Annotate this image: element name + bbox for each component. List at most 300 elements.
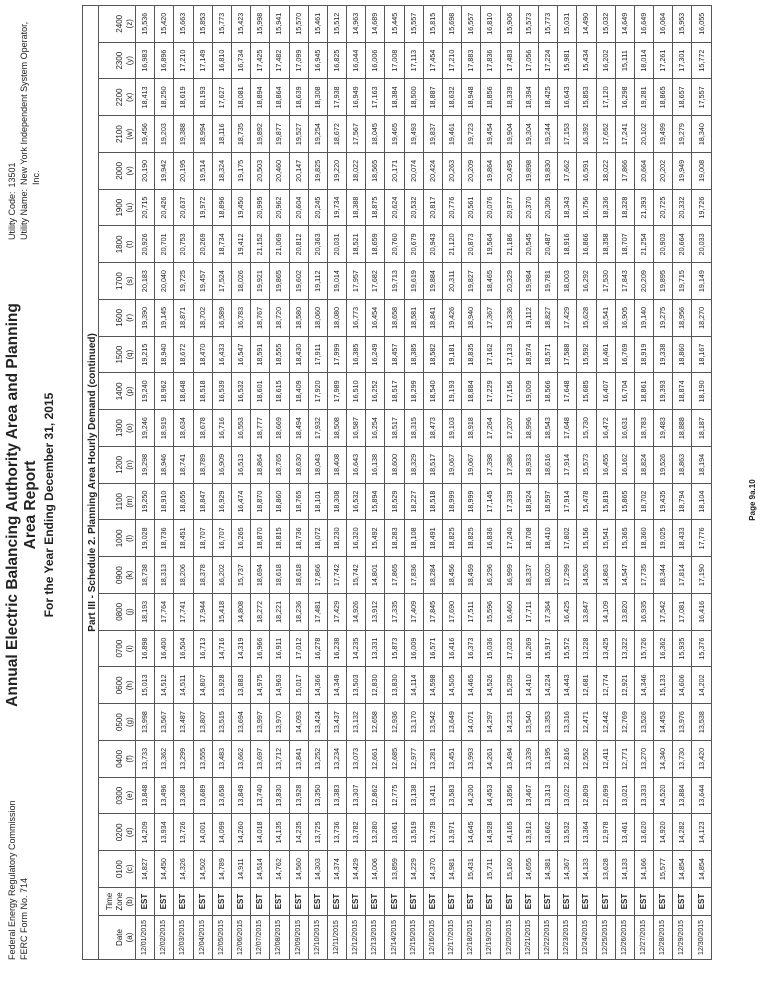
- demand-cell: 12,921: [615, 667, 634, 704]
- demand-cell: 17,711: [519, 594, 538, 631]
- column-header-label: 0300: [115, 786, 124, 805]
- demand-cell: 13,830: [270, 777, 289, 814]
- column-header-code: (b): [125, 896, 134, 907]
- demand-cell: 13,859: [385, 851, 404, 888]
- date-cell: 12/15/2015: [404, 916, 423, 960]
- demand-cell: 17,735: [634, 557, 653, 594]
- demand-cell: 18,861: [634, 373, 653, 410]
- time-zone-cell: EST: [366, 888, 385, 916]
- demand-cell: 12,471: [577, 704, 596, 741]
- demand-cell: 20,962: [270, 189, 289, 226]
- demand-cell: 18,413: [136, 79, 155, 116]
- demand-cell: 16,539: [212, 373, 231, 410]
- date-cell: 12/02/2015: [155, 916, 174, 960]
- demand-cell: 13,022: [558, 777, 577, 814]
- column-header-label: Time Zone: [105, 892, 124, 911]
- column-header: [99, 557, 136, 594]
- table-row: [615, 5, 634, 959]
- demand-cell: 15,663: [174, 5, 193, 42]
- demand-cell: 14,200: [462, 777, 481, 814]
- date-cell: 12/14/2015: [385, 916, 404, 960]
- demand-cell: 17,764: [155, 594, 174, 631]
- column-header-code: (s): [125, 276, 134, 286]
- demand-cell: 18,765: [270, 447, 289, 484]
- demand-cell: 16,162: [615, 447, 634, 484]
- demand-cell: 18,517: [423, 447, 442, 484]
- date-cell: 12/17/2015: [443, 916, 462, 960]
- demand-cell: 17,865: [385, 557, 404, 594]
- demand-cell: 20,776: [443, 189, 462, 226]
- column-header: [99, 630, 136, 667]
- column-header: [99, 263, 136, 300]
- column-header-label: 1900: [115, 198, 124, 217]
- demand-cell: 14,863: [596, 557, 615, 594]
- demand-cell: 17,008: [385, 42, 404, 79]
- demand-cell: 16,716: [212, 410, 231, 447]
- demand-cell: 17,866: [615, 153, 634, 190]
- demand-cell: 19,877: [270, 116, 289, 153]
- demand-cell: 13,307: [347, 777, 366, 814]
- table-row: [347, 5, 366, 959]
- demand-cell: 16,945: [308, 42, 327, 79]
- column-header-code: (y): [125, 55, 134, 66]
- demand-cell: 19,426: [443, 300, 462, 337]
- demand-cell: 18,358: [596, 226, 615, 263]
- demand-cell: 14,928: [481, 814, 500, 851]
- date-cell: 12/30/2015: [692, 916, 711, 960]
- demand-cell: 13,331: [366, 630, 385, 667]
- demand-cell: 14,808: [231, 594, 250, 631]
- demand-cell: 14,235: [289, 814, 308, 851]
- demand-cell: 18,026: [231, 263, 250, 300]
- time-zone-cell: EST: [481, 888, 500, 916]
- table-row: [443, 5, 462, 959]
- demand-cell: 18,896: [212, 189, 231, 226]
- demand-cell: 18,337: [519, 557, 538, 594]
- report-title-line2: Area Report: [22, 460, 39, 550]
- demand-cell: 18,735: [231, 116, 250, 153]
- demand-cell: 20,263: [443, 153, 462, 190]
- demand-cell: 14,303: [308, 851, 327, 888]
- demand-cell: 18,738: [136, 557, 155, 594]
- demand-cell: 18,230: [327, 520, 346, 557]
- demand-cell: 12,775: [385, 777, 404, 814]
- demand-cell: 13,234: [327, 741, 346, 778]
- table-row: [596, 5, 615, 959]
- demand-cell: 18,500: [404, 79, 423, 116]
- demand-cell: 14,006: [366, 851, 385, 888]
- demand-cell: 16,461: [596, 336, 615, 373]
- table-row: [193, 5, 212, 959]
- demand-cell: 20,503: [251, 153, 270, 190]
- demand-cell: 13,912: [366, 594, 385, 631]
- demand-cell: 20,033: [692, 226, 711, 263]
- demand-cell: 13,540: [519, 704, 538, 741]
- demand-cell: 18,658: [385, 300, 404, 337]
- demand-cell: 19,904: [500, 116, 519, 153]
- column-header: [99, 300, 136, 337]
- time-zone-cell: EST: [634, 888, 653, 916]
- column-header: [99, 520, 136, 557]
- demand-cell: 16,713: [193, 630, 212, 667]
- demand-cell: 18,702: [193, 300, 212, 337]
- demand-cell: 17,836: [404, 557, 423, 594]
- demand-cell: 17,190: [692, 557, 711, 594]
- demand-cell: 13,228: [577, 630, 596, 667]
- demand-cell: 19,112: [519, 300, 538, 337]
- time-zone-cell: EST: [289, 888, 308, 916]
- demand-cell: 16,006: [366, 42, 385, 79]
- demand-cell: 13,998: [136, 704, 155, 741]
- demand-cell: 13,515: [212, 704, 231, 741]
- demand-cell: 16,866: [577, 226, 596, 263]
- demand-cell: 13,856: [500, 777, 519, 814]
- demand-cell: 20,701: [155, 226, 174, 263]
- demand-cell: 13,383: [327, 777, 346, 814]
- demand-cell: 20,171: [385, 153, 404, 190]
- demand-cell: 18,518: [193, 373, 212, 410]
- demand-cell: 13,526: [634, 704, 653, 741]
- demand-cell: 15,853: [577, 79, 596, 116]
- demand-cell: 18,394: [519, 79, 538, 116]
- demand-cell: 13,353: [538, 704, 557, 741]
- demand-cell: 18,167: [692, 336, 711, 373]
- demand-cell: 13,073: [347, 741, 366, 778]
- demand-cell: 18,615: [270, 373, 289, 410]
- demand-cell: 14,133: [615, 851, 634, 888]
- demand-cell: 18,875: [366, 189, 385, 226]
- demand-cell: 18,425: [538, 79, 557, 116]
- demand-cell: 13,339: [519, 741, 538, 778]
- demand-cell: 13,138: [404, 777, 423, 814]
- time-zone-cell: EST: [654, 888, 673, 916]
- demand-cell: 12,442: [596, 704, 615, 741]
- demand-cell: 19,014: [327, 263, 346, 300]
- demand-cell: 14,807: [193, 667, 212, 704]
- demand-cell: 13,628: [596, 851, 615, 888]
- date-cell: 12/20/2015: [500, 916, 519, 960]
- demand-cell: 18,659: [366, 226, 385, 263]
- demand-cell: 17,386: [500, 447, 519, 484]
- demand-cell: 14,981: [443, 851, 462, 888]
- demand-cell: 18,236: [289, 594, 308, 631]
- demand-cell: 17,207: [500, 410, 519, 447]
- demand-cell: 18,597: [538, 483, 557, 520]
- column-header: [99, 336, 136, 373]
- demand-cell: 16,541: [596, 300, 615, 337]
- demand-cell: 12,699: [596, 777, 615, 814]
- demand-cell: 21,120: [443, 226, 462, 263]
- column-header: [99, 704, 136, 741]
- demand-cell: 18,910: [155, 483, 174, 520]
- demand-cell: 12,681: [577, 667, 596, 704]
- demand-cell: 13,884: [673, 777, 692, 814]
- demand-cell: 18,308: [327, 483, 346, 520]
- demand-cell: 20,977: [500, 189, 519, 226]
- demand-cell: 14,827: [136, 851, 155, 888]
- demand-cell: 17,690: [443, 594, 462, 631]
- demand-cell: 18,827: [538, 300, 557, 337]
- time-zone-cell: EST: [673, 888, 692, 916]
- demand-cell: 19,250: [136, 483, 155, 520]
- demand-cell: 18,962: [155, 373, 174, 410]
- demand-cell: 19,713: [385, 263, 404, 300]
- demand-cell: 14,490: [577, 5, 596, 42]
- demand-cell: 17,843: [615, 263, 634, 300]
- demand-cell: 12,978: [596, 814, 615, 851]
- demand-cell: 14,502: [193, 851, 212, 888]
- demand-cell: 18,456: [443, 557, 462, 594]
- demand-cell: 18,221: [270, 594, 289, 631]
- demand-cell: 18,940: [155, 336, 174, 373]
- demand-cell: 19,244: [538, 116, 557, 153]
- column-header: [99, 667, 136, 704]
- utility-name-value: New York Independent System Operator, Inc.: [19, 21, 41, 185]
- demand-cell: 15,711: [481, 851, 500, 888]
- demand-cell: 19,220: [327, 153, 346, 190]
- demand-cell: 18,299: [404, 373, 423, 410]
- demand-cell: 17,120: [596, 79, 615, 116]
- demand-cell: 19,602: [289, 263, 308, 300]
- demand-cell: 13,820: [615, 594, 634, 631]
- demand-cell: 20,604: [289, 189, 308, 226]
- demand-cell: 19,279: [673, 116, 692, 153]
- demand-cell: 13,519: [404, 814, 423, 851]
- demand-cell: 20,812: [289, 226, 308, 263]
- demand-cell: 19,175: [231, 153, 250, 190]
- demand-cell: 18,648: [174, 373, 193, 410]
- demand-cell: 18,601: [251, 373, 270, 410]
- utility-code-value: 13501: [7, 162, 17, 188]
- demand-cell: 13,061: [385, 814, 404, 851]
- demand-cell: 19,390: [136, 300, 155, 337]
- column-header: [99, 594, 136, 631]
- demand-cell: 15,160: [500, 851, 519, 888]
- time-zone-cell: EST: [327, 888, 346, 916]
- demand-cell: 19,457: [193, 263, 212, 300]
- demand-cell: 14,410: [519, 667, 538, 704]
- report-title-line1: Annual Electric Balancing Authority Area and Planning: [4, 303, 21, 707]
- demand-cell: 17,081: [673, 594, 692, 631]
- demand-cell: 18,707: [615, 226, 634, 263]
- demand-cell: 14,346: [634, 667, 653, 704]
- demand-cell: 13,934: [155, 814, 174, 851]
- demand-cell: 15,209: [500, 667, 519, 704]
- demand-cell: 18,081: [231, 79, 250, 116]
- time-zone-cell: EST: [423, 888, 442, 916]
- demand-cell: 19,067: [462, 447, 481, 484]
- demand-cell: 13,411: [423, 777, 442, 814]
- table-row: [423, 5, 442, 959]
- demand-cell: 16,416: [443, 630, 462, 667]
- demand-cell: 20,487: [538, 226, 557, 263]
- demand-cell: 20,031: [327, 226, 346, 263]
- demand-cell: 14,926: [347, 594, 366, 631]
- time-zone-cell: EST: [577, 888, 596, 916]
- schedule-table-wrapper: [82, 6, 712, 960]
- demand-cell: 19,025: [654, 520, 673, 557]
- demand-cell: 14,261: [481, 741, 500, 778]
- demand-cell: 19,103: [443, 410, 462, 447]
- demand-cell: 18,974: [519, 336, 538, 373]
- demand-cell: 18,870: [251, 520, 270, 557]
- demand-cell: 13,281: [423, 741, 442, 778]
- date-cell: 12/06/2015: [231, 916, 250, 960]
- date-cell: 12/05/2015: [212, 916, 231, 960]
- demand-cell: 18,227: [404, 483, 423, 520]
- demand-cell: 18,707: [193, 520, 212, 557]
- demand-cell: 20,190: [136, 153, 155, 190]
- demand-cell: 18,250: [155, 79, 174, 116]
- demand-cell: 17,652: [596, 116, 615, 153]
- column-header-code: (u): [125, 202, 134, 213]
- demand-cell: 15,730: [577, 410, 596, 447]
- demand-cell: 19,781: [538, 263, 557, 300]
- demand-cell: 20,817: [423, 189, 442, 226]
- demand-cell: 18,491: [423, 520, 442, 557]
- demand-cell: 16,416: [692, 594, 711, 631]
- demand-cell: 13,807: [193, 704, 212, 741]
- time-zone-cell: EST: [692, 888, 711, 916]
- demand-cell: 18,022: [596, 153, 615, 190]
- demand-cell: 17,264: [481, 410, 500, 447]
- date-cell: 12/16/2015: [423, 916, 442, 960]
- demand-cell: 21,254: [634, 226, 653, 263]
- demand-cell: 18,765: [289, 483, 308, 520]
- demand-cell: 18,864: [270, 79, 289, 116]
- demand-cell: 18,571: [538, 336, 557, 373]
- demand-cell: 16,460: [500, 594, 519, 631]
- demand-cell: 18,999: [462, 483, 481, 520]
- demand-cell: 18,847: [193, 483, 212, 520]
- demand-cell: 18,874: [673, 373, 692, 410]
- demand-cell: 19,254: [308, 116, 327, 153]
- demand-cell: 17,210: [174, 42, 193, 79]
- demand-cell: 18,919: [634, 336, 653, 373]
- column-header: [99, 741, 136, 778]
- demand-cell: 18,315: [404, 410, 423, 447]
- demand-cell: 14,963: [347, 5, 366, 42]
- demand-cell: 19,837: [423, 116, 442, 153]
- report-period: For the Year Ending December 31, 2015: [42, 392, 56, 618]
- column-header-label: 1100: [115, 493, 124, 511]
- date-cell: 12/11/2015: [327, 916, 346, 960]
- demand-cell: 13,299: [174, 741, 193, 778]
- demand-cell: 18,108: [404, 520, 423, 557]
- demand-cell: 18,888: [673, 410, 692, 447]
- form-number: FERC Form No. 714: [19, 877, 29, 960]
- demand-cell: 14,099: [212, 814, 231, 851]
- demand-cell: 19,825: [308, 153, 327, 190]
- time-zone-cell: EST: [538, 888, 557, 916]
- table-row: [634, 5, 653, 959]
- demand-cell: 15,434: [577, 42, 596, 79]
- demand-cell: 12,411: [596, 741, 615, 778]
- demand-cell: 19,949: [673, 153, 692, 190]
- demand-cell: 18,856: [481, 79, 500, 116]
- table-row: [558, 5, 577, 959]
- date-cell: 12/23/2015: [558, 916, 577, 960]
- demand-cell: 19,725: [174, 263, 193, 300]
- demand-cell: 20,995: [251, 189, 270, 226]
- demand-cell: 18,815: [270, 520, 289, 557]
- demand-cell: 13,725: [308, 814, 327, 851]
- demand-cell: 17,741: [174, 594, 193, 631]
- demand-cell: 20,269: [193, 226, 212, 263]
- demand-cell: 13,496: [155, 777, 174, 814]
- demand-cell: 18,206: [174, 557, 193, 594]
- demand-cell: 15,573: [577, 447, 596, 484]
- column-header-label: 0200: [115, 823, 124, 842]
- demand-cell: 14,450: [155, 851, 174, 888]
- demand-cell: 15,365: [615, 520, 634, 557]
- demand-cell: 15,032: [596, 5, 615, 42]
- demand-cell: 18,566: [538, 373, 557, 410]
- agency-name: Federal Energy Regulatory Commission: [7, 800, 17, 960]
- demand-cell: 18,630: [289, 447, 308, 484]
- demand-cell: 19,009: [519, 373, 538, 410]
- column-header-code: (w): [125, 128, 134, 140]
- demand-cell: 13,132: [347, 704, 366, 741]
- demand-cell: 18,408: [327, 447, 346, 484]
- demand-cell: 18,517: [385, 373, 404, 410]
- demand-cell: 13,420: [692, 741, 711, 778]
- demand-cell: 18,894: [251, 79, 270, 116]
- date-cell: 12/19/2015: [481, 916, 500, 960]
- demand-cell: 16,649: [634, 5, 653, 42]
- demand-cell: 14,370: [423, 851, 442, 888]
- demand-cell: 16,589: [212, 300, 231, 337]
- demand-cell: 18,043: [308, 447, 327, 484]
- demand-cell: 18,581: [404, 300, 423, 337]
- demand-cell: 19,145: [155, 300, 174, 337]
- demand-cell: 18,451: [174, 520, 193, 557]
- date-cell: 12/24/2015: [577, 916, 596, 960]
- demand-cell: 14,123: [692, 814, 711, 851]
- demand-cell: 18,329: [404, 447, 423, 484]
- demand-cell: 18,619: [174, 79, 193, 116]
- demand-cell: 17,483: [500, 42, 519, 79]
- demand-cell: 14,229: [404, 851, 423, 888]
- demand-cell: 20,460: [270, 153, 289, 190]
- demand-cell: 14,514: [251, 851, 270, 888]
- demand-cell: 17,482: [270, 42, 289, 79]
- column-header-code: (r): [125, 313, 134, 322]
- demand-cell: 17,162: [481, 336, 500, 373]
- column-header-label: 0500: [115, 713, 124, 732]
- demand-cell: 18,924: [519, 483, 538, 520]
- demand-cell: 20,329: [500, 263, 519, 300]
- date-cell: 12/26/2015: [615, 916, 634, 960]
- demand-cell: 17,802: [558, 520, 577, 557]
- column-header: [99, 777, 136, 814]
- demand-cell: 13,993: [462, 741, 481, 778]
- demand-cell: 13,841: [289, 741, 308, 778]
- demand-cell: 18,270: [692, 300, 711, 337]
- demand-cell: 18,591: [251, 336, 270, 373]
- demand-cell: 19,827: [462, 263, 481, 300]
- demand-cell: 18,344: [654, 557, 673, 594]
- demand-cell: 18,020: [538, 557, 557, 594]
- time-zone-cell: EST: [136, 888, 155, 916]
- demand-cell: 16,385: [347, 336, 366, 373]
- demand-cell: 18,632: [443, 79, 462, 116]
- demand-cell: 18,080: [327, 300, 346, 337]
- demand-cell: 16,278: [308, 630, 327, 667]
- demand-cell: 16,704: [615, 373, 634, 410]
- demand-cell: 16,643: [558, 79, 577, 116]
- demand-cell: 18,618: [289, 557, 308, 594]
